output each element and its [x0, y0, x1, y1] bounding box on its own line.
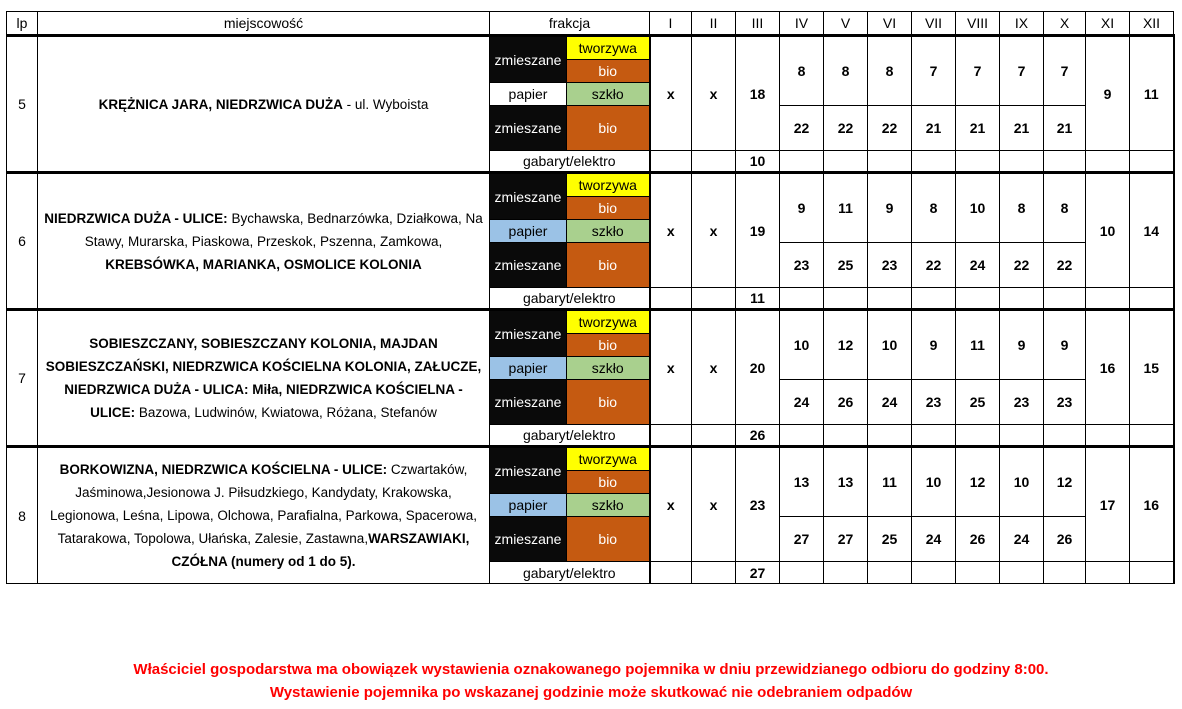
row-lp: 8	[7, 447, 38, 584]
bulky-month-empty	[956, 288, 1000, 310]
bulky-month-iii: 26	[736, 425, 780, 447]
fraction-bio: bio	[567, 471, 650, 494]
row-lp: 6	[7, 173, 38, 310]
location-part: BORKOWIZNA, NIEDRZWICA KOŚCIELNA - ULICE:	[59, 462, 388, 477]
fraction-bio: bio	[567, 243, 650, 288]
month-xii-value: 14	[1130, 173, 1174, 288]
row-lp: 5	[7, 36, 38, 173]
header-month-vi: VI	[868, 12, 912, 36]
row-location	[38, 36, 490, 173]
location-rest: - ul. Wyboista	[342, 96, 429, 112]
month-bottom-value: 24	[868, 380, 912, 425]
month-top-value: 8	[1044, 173, 1086, 243]
notice	[0, 658, 1182, 704]
month-xi-value: 17	[1086, 447, 1130, 562]
bulky-month-empty	[868, 425, 912, 447]
month-bottom-value: 25	[824, 243, 868, 288]
bulky-month-ii	[692, 562, 736, 584]
bulky-month-empty	[1000, 151, 1044, 173]
header-fraction: frakcja	[490, 12, 650, 36]
header-month-vii: VII	[912, 12, 956, 36]
month-bottom-value: 23	[780, 243, 824, 288]
fraction-plastic: tworzywa	[567, 36, 650, 60]
month-bottom-value: 22	[1000, 243, 1044, 288]
bulky-month-empty	[1000, 562, 1044, 584]
month-ii-value: x	[692, 447, 736, 562]
location-part: WARSZAWIAKI, CZÓŁNA (numery od 1 do 5).	[171, 531, 470, 569]
month-top-value: 9	[1044, 310, 1086, 380]
month-top-value: 11	[824, 173, 868, 243]
fraction-paper: papier	[490, 83, 567, 106]
header-month-x: X	[1044, 12, 1086, 36]
month-bottom-value: 27	[780, 517, 824, 562]
fraction-mixed: zmieszane	[490, 447, 567, 494]
bulky-month-xi	[1086, 288, 1130, 310]
bulky-month-empty	[824, 562, 868, 584]
fraction-mixed: zmieszane	[490, 310, 567, 357]
month-xii-value: 16	[1130, 447, 1174, 562]
schedule-row-6	[7, 173, 1174, 197]
month-bottom-value: 22	[912, 243, 956, 288]
month-top-value: 8	[780, 36, 824, 106]
bulky-month-empty	[912, 288, 956, 310]
bulky-month-i	[650, 151, 692, 173]
fraction-paper: papier	[490, 220, 567, 243]
month-iii-value: 18	[736, 36, 780, 151]
month-bottom-value: 21	[956, 106, 1000, 151]
bulky-month-empty	[1000, 288, 1044, 310]
location-part: KREBSÓWKA, MARIANKA, OSMOLICE KOLONIA	[105, 256, 422, 272]
bulky-month-ii	[692, 151, 736, 173]
bulky-month-empty	[1044, 562, 1086, 584]
month-ii-value: x	[692, 173, 736, 288]
month-bottom-value: 26	[956, 517, 1000, 562]
fraction-mixed: zmieszane	[490, 106, 567, 151]
month-i-value: x	[650, 310, 692, 425]
bulky-month-empty	[1044, 288, 1086, 310]
header-month-xi: XI	[1086, 12, 1130, 36]
month-ii-value: x	[692, 310, 736, 425]
month-top-value: 8	[868, 36, 912, 106]
month-bottom-value: 23	[1000, 380, 1044, 425]
month-top-value: 12	[956, 447, 1000, 517]
waste-schedule-table	[6, 11, 1175, 584]
fraction-mixed: zmieszane	[490, 517, 567, 562]
month-xi-value: 16	[1086, 310, 1130, 425]
month-top-value: 12	[824, 310, 868, 380]
bulky-month-empty	[868, 562, 912, 584]
month-top-value: 10	[912, 447, 956, 517]
location-part: Czwartaków, Jaśminowa,Jesionowa J. Piłsudzkiego, Kandydaty, Krakowska, Legionowa, Leśna, Lipowa, Olchowa, Parafialna, Parkowa, Spacerowa, Tatarakowa, Topolowa, Ułańska, Zalesie, Zastawna,	[49, 462, 477, 546]
row-location	[38, 310, 490, 447]
month-bottom-value: 24	[912, 517, 956, 562]
notice-line-1: Właściciel gospodarstwa ma obowiązek wystawienia oznakowanego pojemnika w dniu przewidzianego odbioru do godziny 8:00.	[133, 661, 1049, 678]
header-month-ii: II	[692, 12, 736, 36]
month-bottom-value: 22	[868, 106, 912, 151]
month-top-value: 7	[1044, 36, 1086, 106]
bulky-month-xii	[1130, 562, 1174, 584]
bulky-month-xii	[1130, 288, 1174, 310]
bulky-month-empty	[1044, 151, 1086, 173]
month-bottom-value: 24	[1000, 517, 1044, 562]
month-top-value: 9	[912, 310, 956, 380]
schedule-row-8	[7, 447, 1174, 471]
month-iii-value: 20	[736, 310, 780, 425]
bulky-month-empty	[868, 151, 912, 173]
month-xi-value: 10	[1086, 173, 1130, 288]
bulky-month-empty	[824, 288, 868, 310]
month-bottom-value: 22	[780, 106, 824, 151]
header-row	[7, 12, 1174, 36]
header-month-iii: III	[736, 12, 780, 36]
row-location	[38, 447, 490, 584]
notice-line-2: Wystawienie pojemnika po wskazanej godzinie może skutkować nie odebraniem odpadów	[269, 684, 913, 701]
month-top-value: 10	[1000, 447, 1044, 517]
month-top-value: 11	[868, 447, 912, 517]
location-part: SOBIESZCZANY, SOBIESZCZANY KOLONIA, MAJDAN SOBIESZCZAŃSKI, NIEDRZWICA KOŚCIELNA KOLONIA, ZAŁUCZE, NIEDRZWICA DUŻA - ULICA: Miła, NIEDRZWICA KOŚCIELNA - ULICE:	[45, 336, 482, 420]
schedule-row-5	[7, 36, 1174, 60]
month-xi-value: 9	[1086, 36, 1130, 151]
month-top-value: 7	[956, 36, 1000, 106]
month-bottom-value: 22	[1044, 243, 1086, 288]
bulky-month-empty	[912, 425, 956, 447]
fraction-paper: papier	[490, 357, 567, 380]
month-bottom-value: 26	[1044, 517, 1086, 562]
fraction-glass: szkło	[567, 357, 650, 380]
fraction-bio: bio	[567, 517, 650, 562]
header-lp: lp	[7, 12, 38, 36]
bulky-month-empty	[868, 288, 912, 310]
bulky-month-empty	[956, 425, 1000, 447]
fraction-bio: bio	[567, 197, 650, 220]
bulky-month-xii	[1130, 151, 1174, 173]
bulky-month-iii: 10	[736, 151, 780, 173]
month-top-value: 9	[1000, 310, 1044, 380]
month-top-value: 8	[1000, 173, 1044, 243]
fraction-mixed: zmieszane	[490, 243, 567, 288]
bulky-month-empty	[956, 562, 1000, 584]
month-i-value: x	[650, 447, 692, 562]
month-bottom-value: 23	[868, 243, 912, 288]
bulky-month-xi	[1086, 151, 1130, 173]
fraction-glass: szkło	[567, 83, 650, 106]
location-part: Bazowa, Ludwinów, Kwiatowa, Różana, Stefanów	[135, 405, 437, 420]
header-location: miejscowość	[38, 12, 490, 36]
fraction-bulky: gabaryt/elektro	[490, 425, 650, 447]
fraction-glass: szkło	[567, 220, 650, 243]
bulky-month-xi	[1086, 425, 1130, 447]
schedule-row-7	[7, 310, 1174, 334]
header-month-xii: XII	[1130, 12, 1174, 36]
month-bottom-value: 26	[824, 380, 868, 425]
bulky-month-i	[650, 562, 692, 584]
bulky-month-empty	[780, 425, 824, 447]
bulky-month-empty	[824, 425, 868, 447]
bulky-month-empty	[780, 288, 824, 310]
bulky-month-xii	[1130, 425, 1174, 447]
month-bottom-value: 24	[956, 243, 1000, 288]
bulky-month-empty	[1000, 425, 1044, 447]
bulky-month-iii: 27	[736, 562, 780, 584]
month-top-value: 7	[912, 36, 956, 106]
row-location	[38, 173, 490, 310]
month-top-value: 10	[956, 173, 1000, 243]
month-xii-value: 11	[1130, 36, 1174, 151]
fraction-mixed: zmieszane	[490, 173, 567, 220]
fraction-bio: bio	[567, 380, 650, 425]
bulky-month-ii	[692, 425, 736, 447]
fraction-mixed: zmieszane	[490, 380, 567, 425]
month-bottom-value: 23	[912, 380, 956, 425]
month-xii-value: 15	[1130, 310, 1174, 425]
month-bottom-value: 23	[1044, 380, 1086, 425]
bulky-month-empty	[956, 151, 1000, 173]
month-bottom-value: 21	[1000, 106, 1044, 151]
fraction-paper: papier	[490, 494, 567, 517]
month-top-value: 12	[1044, 447, 1086, 517]
month-iii-value: 23	[736, 447, 780, 562]
month-top-value: 8	[824, 36, 868, 106]
bulky-month-empty	[912, 562, 956, 584]
fraction-plastic: tworzywa	[567, 173, 650, 197]
month-top-value: 8	[912, 173, 956, 243]
bulky-month-iii: 11	[736, 288, 780, 310]
month-ii-value: x	[692, 36, 736, 151]
fraction-plastic: tworzywa	[567, 310, 650, 334]
fraction-plastic: tworzywa	[567, 447, 650, 471]
month-top-value: 11	[956, 310, 1000, 380]
month-bottom-value: 25	[868, 517, 912, 562]
bulky-month-empty	[912, 151, 956, 173]
month-top-value: 9	[868, 173, 912, 243]
header-month-viii: VIII	[956, 12, 1000, 36]
fraction-bulky: gabaryt/elektro	[490, 288, 650, 310]
location-part: Bychawska, Bednarzówka, Działkowa, Na Stawy, Murarska, Piaskowa, Przeskok, Pszenna, Zamkowa,	[84, 210, 483, 249]
month-top-value: 9	[780, 173, 824, 243]
month-bottom-value: 21	[1044, 106, 1086, 151]
header-month-ix: IX	[1000, 12, 1044, 36]
month-top-value: 10	[868, 310, 912, 380]
bulky-month-empty	[1044, 425, 1086, 447]
month-bottom-value: 25	[956, 380, 1000, 425]
bulky-month-i	[650, 425, 692, 447]
month-top-value: 10	[780, 310, 824, 380]
bulky-month-xi	[1086, 562, 1130, 584]
header-month-i: I	[650, 12, 692, 36]
month-i-value: x	[650, 173, 692, 288]
month-bottom-value: 27	[824, 517, 868, 562]
month-bottom-value: 22	[824, 106, 868, 151]
bulky-month-ii	[692, 288, 736, 310]
month-top-value: 13	[780, 447, 824, 517]
location-part: NIEDRZWICA DUŻA - ULICE:	[44, 210, 228, 226]
month-bottom-value: 21	[912, 106, 956, 151]
fraction-mixed: zmieszane	[490, 36, 567, 83]
header-month-v: V	[824, 12, 868, 36]
bulky-month-empty	[824, 151, 868, 173]
month-top-value: 13	[824, 447, 868, 517]
fraction-bio: bio	[567, 60, 650, 83]
row-lp: 7	[7, 310, 38, 447]
bulky-month-empty	[780, 562, 824, 584]
fraction-bio: bio	[567, 106, 650, 151]
month-top-value: 7	[1000, 36, 1044, 106]
bulky-month-empty	[780, 151, 824, 173]
fraction-bulky: gabaryt/elektro	[490, 151, 650, 173]
fraction-bulky: gabaryt/elektro	[490, 562, 650, 584]
header-month-iv: IV	[780, 12, 824, 36]
fraction-glass: szkło	[567, 494, 650, 517]
bulky-month-i	[650, 288, 692, 310]
month-i-value: x	[650, 36, 692, 151]
location-bold: KRĘŻNICA JARA, NIEDRZWICA DUŻA	[98, 96, 343, 112]
fraction-bio: bio	[567, 334, 650, 357]
month-bottom-value: 24	[780, 380, 824, 425]
month-iii-value: 19	[736, 173, 780, 288]
